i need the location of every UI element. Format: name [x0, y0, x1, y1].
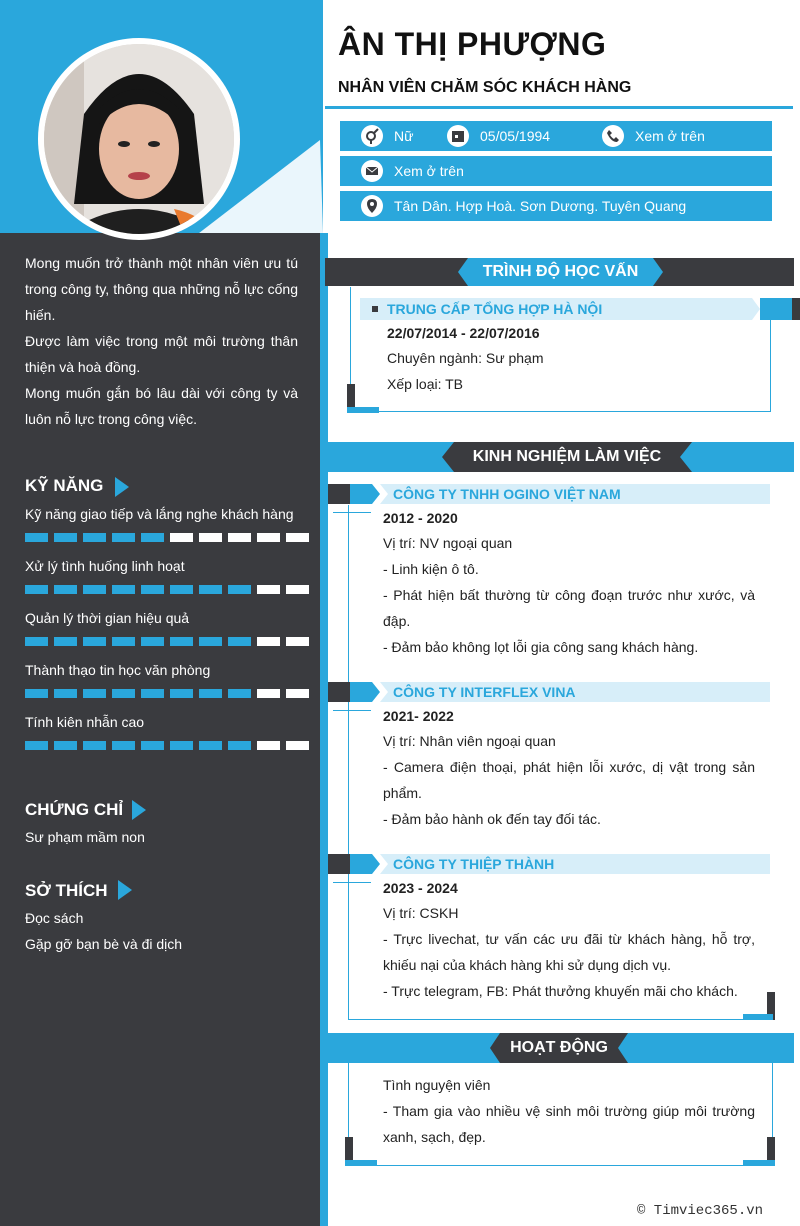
- frame-corner: [743, 1160, 775, 1166]
- phone-value: Xem ở trên: [635, 128, 705, 144]
- skill-segment: [170, 533, 193, 542]
- skill-segment: [141, 585, 164, 594]
- skill-segment: [170, 585, 193, 594]
- skill-segment: [257, 741, 280, 750]
- skill-label: Quản lý thời gian hiệu quả: [25, 610, 190, 626]
- job-line: - Linh kiện ô tô.: [383, 561, 479, 577]
- company-name: CÔNG TY THIỆP THÀNH: [393, 856, 555, 872]
- hobby-item: Đọc sách: [25, 910, 84, 926]
- skill-segment: [286, 637, 309, 646]
- skill-segment: [112, 585, 135, 594]
- footer-watermark: © Timviec365.vn: [637, 1203, 764, 1219]
- skill-segment: [25, 533, 48, 542]
- hobbies-title: SỞ THÍCH: [25, 881, 108, 900]
- play-arrow-icon: [132, 800, 146, 820]
- frame-corner: [345, 1160, 377, 1166]
- skill-segment: [83, 637, 106, 646]
- skill-segment: [54, 637, 77, 646]
- skill-segment: [141, 533, 164, 542]
- job-marker: [328, 484, 352, 504]
- education-grade: Xếp loại: TB: [387, 376, 464, 392]
- skill-segment: [228, 741, 251, 750]
- experience-title: KINH NGHIỆM LÀM VIỆC: [472, 448, 662, 465]
- skill-segment: [170, 741, 193, 750]
- skill-segment: [25, 637, 48, 646]
- skill-segment: [228, 689, 251, 698]
- objective: [25, 250, 298, 432]
- skill-segment: [112, 741, 135, 750]
- skill-bar: [25, 533, 309, 542]
- job-line: - Đảm bảo hành ok đến tay đối tác.: [383, 811, 601, 827]
- skill-segment: [141, 637, 164, 646]
- skill-segment: [257, 533, 280, 542]
- skill-segment: [228, 585, 251, 594]
- gender-icon: [361, 125, 383, 147]
- calendar-icon: [447, 125, 469, 147]
- education-period: 22/07/2014 - 22/07/2016: [387, 325, 540, 341]
- skill-segment: [286, 585, 309, 594]
- location-pin-icon: [361, 195, 383, 217]
- skill-label: Kỹ năng giao tiếp và lắng nghe khách hàng: [25, 506, 294, 522]
- job-line: - Camera điện thoại, phát hiện lỗi xước, dị vật trong sản phẩm.: [383, 759, 755, 801]
- skill-segment: [83, 689, 106, 698]
- skill-segment: [54, 585, 77, 594]
- avatar: [44, 44, 234, 234]
- bullet-icon: [372, 306, 378, 312]
- skill-segment: [170, 637, 193, 646]
- skill-segment: [199, 585, 222, 594]
- skill-segment: [112, 533, 135, 542]
- birthday-value: 05/05/1994: [480, 128, 551, 144]
- job-period: 2023 - 2024: [383, 880, 458, 896]
- skill-segment: [228, 637, 251, 646]
- skill-segment: [25, 585, 48, 594]
- skill-segment: [54, 689, 77, 698]
- job-line: - Trực telegram, FB: Phát thưởng khuyến mãi cho khách.: [383, 983, 738, 999]
- activities-title: HOẠT ĐỘNG: [510, 1039, 608, 1056]
- frame-line: [348, 1165, 773, 1166]
- job-period: 2012 - 2020: [383, 510, 458, 526]
- email-value: Xem ở trên: [394, 163, 464, 179]
- objective-line: Được làm việc trong một môi trường thân thiện và hoà đồng.: [25, 333, 298, 375]
- activity-line: Tình nguyện viên: [383, 1077, 491, 1093]
- contact-row: [340, 156, 772, 186]
- skill-segment: [141, 741, 164, 750]
- certificate-item: Sư phạm mầm non: [25, 829, 145, 845]
- email-icon: [361, 160, 383, 182]
- sidebar-accent-strip: [320, 233, 328, 1226]
- job-line: - Trực livechat, tư vấn các ưu đãi từ khách hàng, hỗ trợ, khiếu nại của khách hàng khi sử dụng dịch vụ.: [383, 931, 755, 973]
- skill-segment: [199, 689, 222, 698]
- skill-segment: [141, 689, 164, 698]
- skill-bar: [25, 585, 309, 594]
- skill-segment: [25, 741, 48, 750]
- skill-segment: [257, 637, 280, 646]
- skill-segment: [199, 637, 222, 646]
- phone-icon: [602, 125, 624, 147]
- job-marker: [328, 682, 352, 702]
- objective-line: Mong muốn gắn bó lâu dài với công ty và luôn nỗ lực trong công việc.: [25, 385, 298, 427]
- skill-bar: [25, 741, 309, 750]
- skill-segment: [199, 741, 222, 750]
- skill-segment: [83, 585, 106, 594]
- frame-corner: [347, 384, 355, 408]
- skill-segment: [170, 689, 193, 698]
- frame-line: [333, 710, 371, 711]
- skill-segment: [228, 533, 251, 542]
- skill-segment: [25, 689, 48, 698]
- skill-bar: [25, 637, 309, 646]
- gender-value: Nữ: [394, 128, 414, 144]
- job-marker: [328, 854, 352, 874]
- header-underline: [325, 106, 793, 109]
- company-name: CÔNG TY TNHH OGINO VIỆT NAM: [393, 486, 621, 502]
- skill-segment: [257, 585, 280, 594]
- skill-segment: [112, 637, 135, 646]
- address-value: Tân Dân. Hợp Hoà. Sơn Dương. Tuyên Quang: [394, 198, 687, 214]
- job-line: - Đảm bảo không lọt lỗi gia công sang khách hàng.: [383, 639, 699, 655]
- education-major: Chuyên ngành: Sư phạm: [387, 350, 544, 366]
- job-line: - Phát hiện bất thường từ công đoạn trước như xước, và đập.: [383, 587, 755, 629]
- job-line: Vị trí: CSKH: [383, 905, 459, 921]
- job-period: 2021- 2022: [383, 708, 454, 724]
- frame-corner: [743, 1014, 773, 1020]
- skill-segment: [286, 689, 309, 698]
- certificates-title: CHỨNG CHỈ: [25, 800, 124, 819]
- school-name: TRUNG CẤP TỔNG HỢP HÀ NỘI: [387, 301, 603, 317]
- activity-line: - Tham gia vào nhiều vệ sinh môi trường giúp môi trường xanh, sạch, đẹp.: [383, 1103, 755, 1145]
- skills-title: KỸ NĂNG: [25, 476, 104, 495]
- contact-row: [340, 191, 772, 221]
- skill-bar: [25, 689, 309, 698]
- skill-label: Thành thạo tin học văn phòng: [25, 662, 211, 678]
- skill-segment: [257, 689, 280, 698]
- skill-segment: [112, 689, 135, 698]
- objective-line: Mong muốn trở thành một nhân viên ưu tú trong công ty, thông qua những nỗ lực cống hiến.: [25, 255, 298, 323]
- frame-line: [333, 512, 371, 513]
- skill-segment: [199, 533, 222, 542]
- hobby-item: Gặp gỡ bạn bè và đi dịch: [25, 936, 183, 952]
- skill-segment: [286, 741, 309, 750]
- company-name: CÔNG TY INTERFLEX VINA: [393, 684, 576, 700]
- candidate-name: ÂN THỊ PHƯỢNG: [338, 26, 607, 62]
- job-line: Vị trí: NV ngoại quan: [383, 535, 513, 551]
- contact-row: [340, 121, 772, 151]
- frame-corner: [347, 407, 379, 413]
- frame-line: [333, 882, 371, 883]
- play-arrow-icon: [118, 880, 132, 900]
- frame-line: [350, 411, 771, 412]
- skill-segment: [286, 533, 309, 542]
- education-title: TRÌNH ĐỘ HỌC VẤN: [482, 263, 639, 280]
- school-header-tab: [740, 298, 800, 320]
- frame-line: [348, 1019, 773, 1020]
- skill-segment: [54, 741, 77, 750]
- skills-section: [25, 476, 103, 496]
- job-title: NHÂN VIÊN CHĂM SÓC KHÁCH HÀNG: [338, 79, 632, 96]
- skill-label: Tính kiên nhẫn cao: [25, 714, 145, 730]
- job-line: Vị trí: Nhân viên ngoại quan: [383, 733, 556, 749]
- play-arrow-icon: [115, 477, 129, 497]
- skill-segment: [83, 741, 106, 750]
- skill-segment: [83, 533, 106, 542]
- skill-segment: [54, 533, 77, 542]
- frame-line: [348, 505, 349, 1020]
- frame-line: [770, 320, 771, 412]
- skill-label: Xử lý tình huống linh hoạt: [25, 558, 185, 574]
